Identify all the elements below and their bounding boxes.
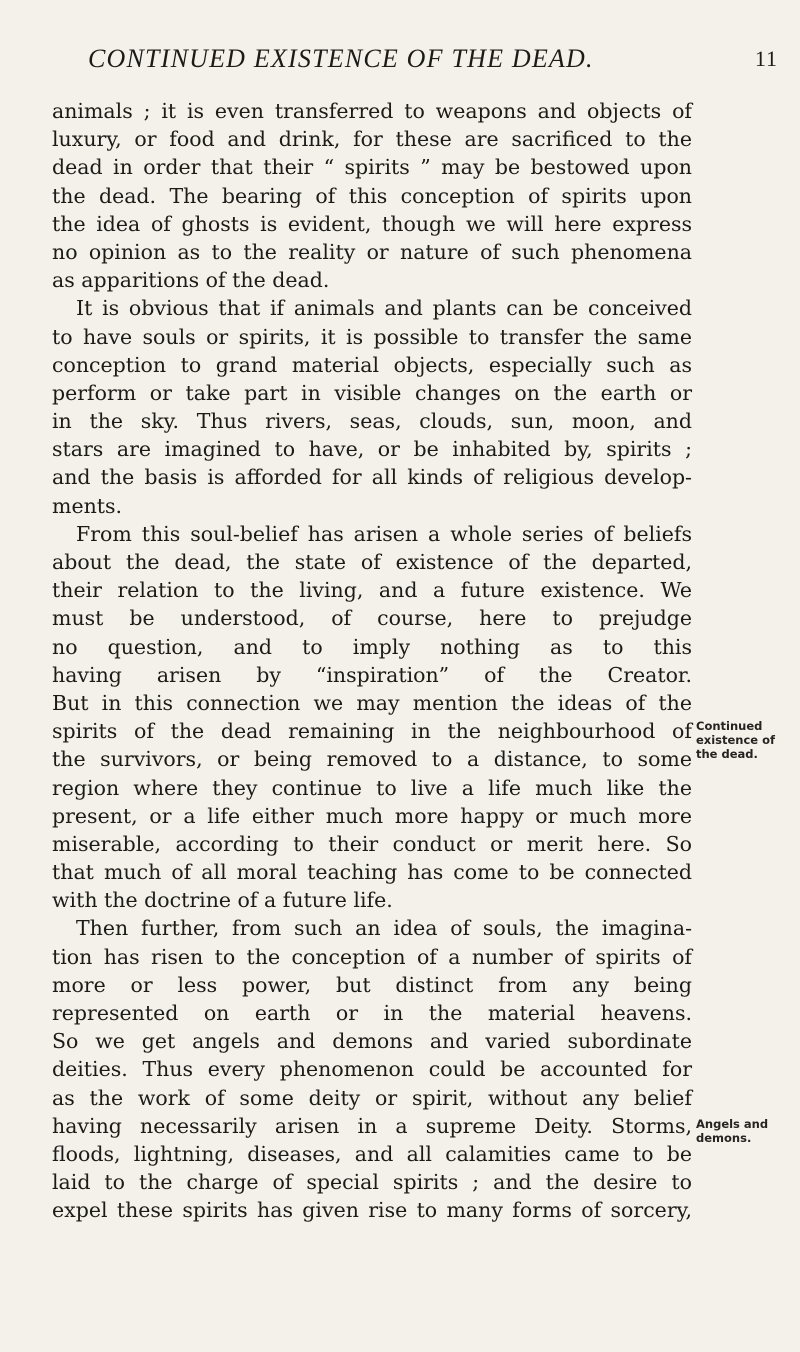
- text-line: with the doctrine of a future life.: [52, 888, 393, 913]
- text-line: But in this connection we may mention the ideas of the: [52, 690, 692, 715]
- text-line: the dead. The bearing of this conception of spirits upon: [52, 183, 692, 208]
- text-line: luxury, or food and drink, for these are sacrificed to the: [52, 127, 692, 152]
- margin-note-line: Continued: [696, 719, 763, 733]
- text-line: tion has risen to the conception of a number of spirits of: [52, 944, 692, 969]
- text-line: animals ; it is even transferred to weapons and objects of: [52, 99, 692, 123]
- margin-note-continued-existence: [696, 719, 800, 761]
- text-line: Then further, from such an idea of souls, the imagina-: [76, 916, 692, 941]
- text-line: and the basis is afforded for all kinds of religious develop-: [52, 465, 692, 490]
- text-line: no opinion as to the reality or nature of such phenomena: [52, 239, 692, 264]
- text-line: having arisen by “inspiration” of the Creator.: [52, 662, 692, 687]
- text-line: represented on earth or in the material heavens.: [52, 1001, 692, 1025]
- text-line: in the sky. Thus rivers, seas, clouds, sun, moon, and: [52, 409, 692, 434]
- text-line: region where they continue to live a life much like the: [52, 775, 692, 800]
- text-line: It is obvious that if animals and plants can be conceived: [76, 296, 692, 321]
- text-line: spirits of the dead remaining in the neighbourhood of: [52, 719, 692, 744]
- text-line: the idea of ghosts is evident, though we will here express: [52, 211, 692, 236]
- text-line: about the dead, the state of existence of the departed,: [52, 550, 692, 574]
- text-line: expel these spirits has given rise to many forms of sorcery,: [52, 1198, 692, 1223]
- text-line: perform or take part in visible changes on the earth or: [52, 380, 692, 405]
- text-line: laid to the charge of special spirits ; and the desire to: [52, 1170, 692, 1195]
- text-line: to have souls or spirits, it is possible to transfer the same: [52, 324, 692, 349]
- margin-note-line: existence of: [696, 733, 776, 747]
- text-line: dead in order that their “ spirits ” may be bestowed upon: [52, 155, 692, 180]
- margin-note-line: the dead.: [696, 747, 758, 761]
- text-line: no question, and to imply nothing as to this: [52, 634, 692, 659]
- text-line: ments.: [52, 493, 123, 518]
- text-line: floods, lightning, diseases, and all calamities came to be: [52, 1141, 692, 1166]
- page-header: [88, 44, 778, 84]
- margin-note-angels-demons: [696, 1117, 800, 1145]
- text-line: present, or a life either much more happy or much more: [52, 803, 692, 828]
- text-line: conception to grand material objects, especially such as: [52, 352, 692, 377]
- text-line: having necessarily arisen in a supreme Deity. Storms,: [52, 1113, 692, 1138]
- body-text: [52, 97, 692, 1225]
- text-line: as the work of some deity or spirit, without any belief: [52, 1085, 692, 1110]
- margin-note-line: Angels and: [696, 1117, 769, 1131]
- running-head: CONTINUED EXISTENCE OF THE DEAD.: [88, 44, 594, 73]
- text-line: as apparitions of the dead.: [52, 268, 330, 293]
- margin-note-line: demons.: [696, 1131, 752, 1145]
- text-line: deities. Thus every phenomenon could be accounted for: [52, 1057, 692, 1082]
- text-line: So we get angels and demons and varied subordinate: [52, 1029, 692, 1054]
- text-line: the survivors, or being removed to a distance, to some: [52, 747, 692, 772]
- text-line: From this soul-belief has arisen a whole series of beliefs: [76, 521, 692, 546]
- text-line: miserable, according to their conduct or merit here. So: [52, 831, 692, 856]
- text-line: their relation to the living, and a future existence. We: [52, 578, 692, 603]
- text-line: more or less power, but distinct from any being: [52, 972, 692, 997]
- text-line: stars are imagined to have, or be inhabited by, spirits ;: [52, 437, 692, 462]
- text-line: must be understood, of course, here to prejudge: [52, 606, 692, 631]
- text-line: that much of all moral teaching has come to be connected: [52, 860, 692, 885]
- page-number: 11: [754, 46, 778, 71]
